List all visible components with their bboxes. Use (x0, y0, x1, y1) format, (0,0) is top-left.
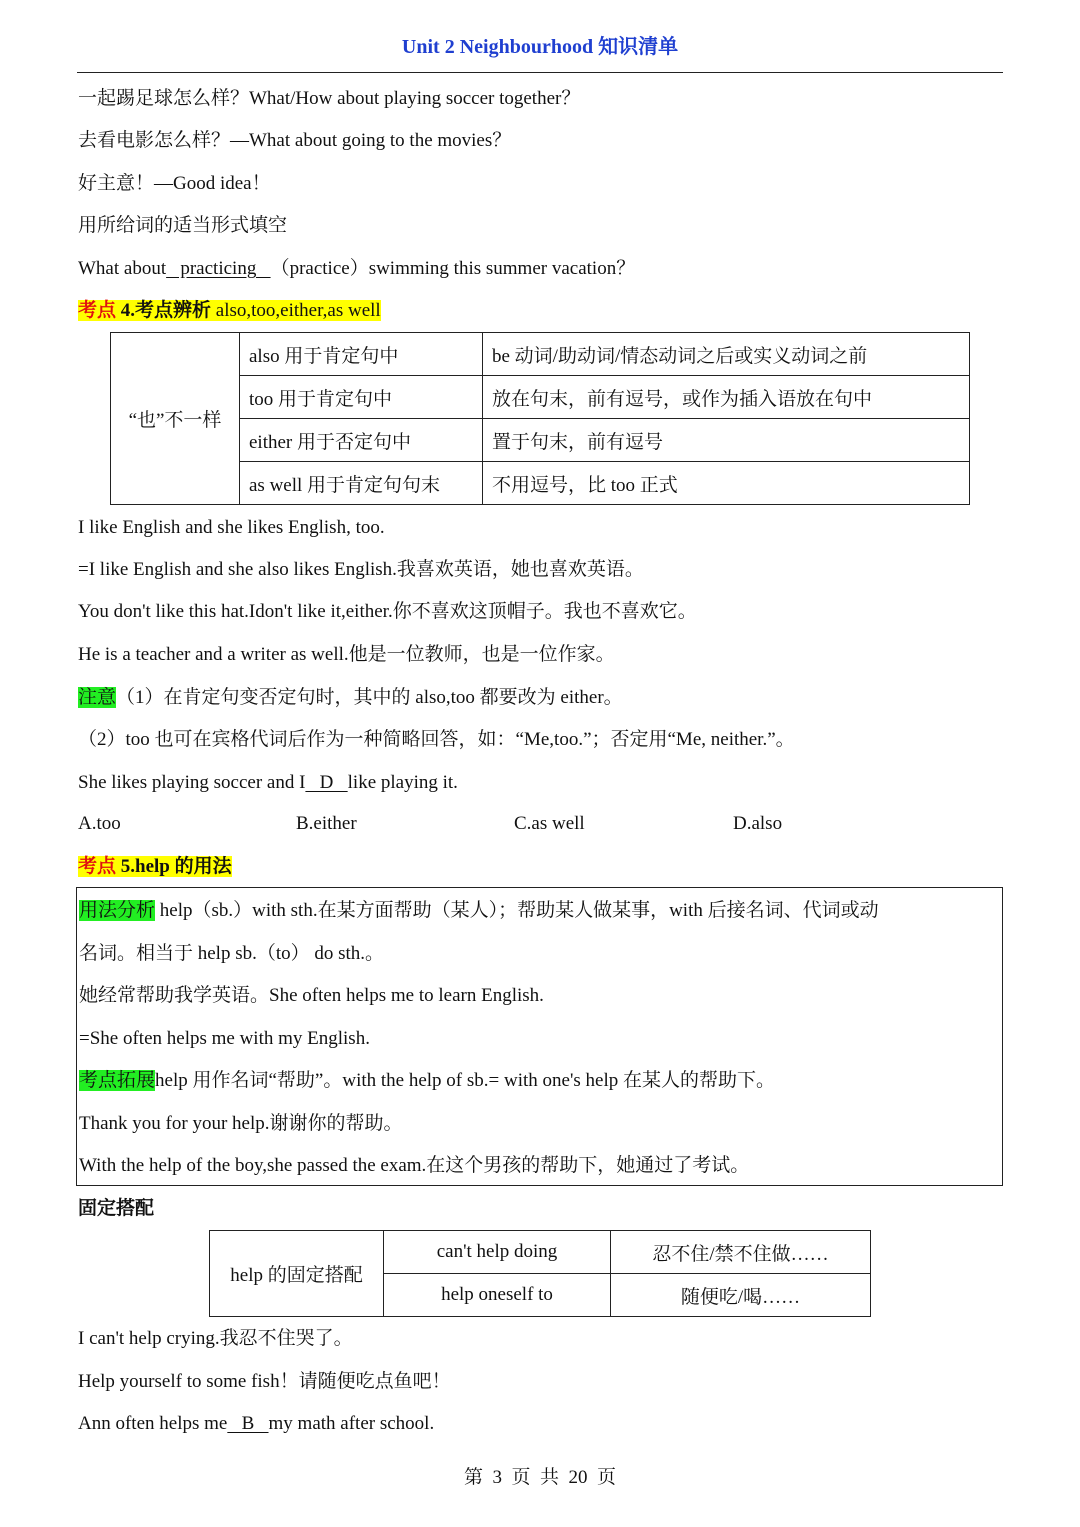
table-cell: also 用于肯定句中 (240, 333, 483, 376)
usage-label: 用法分析 (79, 900, 156, 921)
answer-blank: practicing (166, 258, 271, 279)
example-line: He is a teacher and a writer as well.他是一位教师，也是一位作家。 (78, 644, 615, 665)
question-text: like playing it. (347, 772, 458, 793)
table-row (111, 333, 970, 376)
table-cell: 随便吃/喝…… (611, 1274, 871, 1317)
table-merged-cell: “也”不一样 (111, 333, 240, 505)
table-cell: too 用于肯定句中 (240, 376, 483, 419)
fill-blank-question (78, 257, 635, 281)
example-line: =I like English and she also likes English.我喜欢英语，她也喜欢英语。 (78, 559, 644, 580)
example-line: Help yourself to some fish！请随便吃点鱼吧！ (78, 1371, 451, 1392)
choice-d: D.also (733, 813, 783, 834)
text-line: 一起踢足球怎么样？What/How about playing soccer together？ (78, 88, 581, 109)
table-cell: help oneself to (384, 1274, 611, 1317)
section-title: 5.help 的用法 (120, 856, 232, 877)
section-heading-4 (78, 299, 381, 323)
example-line: You don't like this hat.Idon't like it,either.你不喜欢这顶帽子。我也不喜欢它。 (78, 601, 697, 622)
table-row (111, 419, 970, 462)
answer-blank: D (305, 772, 348, 793)
note-line (78, 686, 623, 710)
example-line: =She often helps me with my English. (79, 1028, 370, 1049)
answer-blank: B (227, 1413, 269, 1434)
choice-b: B.either (296, 813, 357, 834)
extension-label: 考点拓展 (79, 1070, 156, 1091)
table-row (111, 462, 970, 505)
example-line: Thank you for your help.谢谢你的帮助。 (79, 1113, 403, 1134)
table-cell: 置于句末，前有逗号 (483, 419, 970, 462)
section-label: 考点 (78, 300, 117, 321)
usage-line: 名词。相当于 help sb.（to） do sth.。 (79, 943, 385, 964)
comparison-table (110, 332, 970, 505)
table-row (210, 1231, 871, 1274)
table-cell: 放在句末，前有逗号，或作为插入语放在句中 (483, 376, 970, 419)
section-subtitle: also,too,either,as well (211, 300, 381, 321)
choice-c: C.as well (514, 813, 585, 834)
table-merged-cell: help 的固定搭配 (210, 1231, 384, 1317)
page-footer: 第 3 页 共 20 页 (463, 1467, 616, 1488)
note-text: （1）在肯定句变否定句时，其中的 also,too 都要改为 either。 (116, 687, 623, 708)
fixed-phrases-heading: 固定搭配 (78, 1198, 155, 1219)
header-divider (77, 72, 1003, 73)
question-text: What about (78, 258, 167, 279)
table-cell: be 动词/助动词/情态动词之后或实义动词之前 (483, 333, 970, 376)
table-cell: can't help doing (384, 1231, 611, 1274)
example-line: I like English and she likes English, too. (78, 517, 385, 538)
usage-line (79, 899, 879, 923)
note-line: （2）too 也可在宾格代词后作为一种简略回答，如：“Me,too.”；否定用“Me, neither.”。 (78, 729, 795, 750)
question-text: Ann often helps me (78, 1413, 228, 1434)
extension-line (79, 1069, 775, 1093)
quiz-question (78, 1412, 434, 1436)
question-text: my math after school. (268, 1413, 435, 1434)
section-heading-5 (78, 855, 232, 879)
text-line: 用所给词的适当形式填空 (78, 215, 288, 236)
text-line: 去看电影怎么样？—What about going to the movies？ (78, 130, 512, 151)
text-line: 好主意！—Good idea！ (78, 173, 271, 194)
section-title: 4.考点辨析 (120, 300, 212, 321)
choice-a: A.too (78, 813, 121, 834)
example-line: I can't help crying.我忍不住哭了。 (78, 1328, 353, 1349)
fixed-phrases-table (209, 1230, 871, 1317)
usage-box (76, 887, 1003, 1186)
table-row (111, 376, 970, 419)
quiz-question (78, 771, 458, 795)
table-cell: 不用逗号，比 too 正式 (483, 462, 970, 505)
table-cell: 忍不住/禁不住做…… (611, 1231, 871, 1274)
note-label: 注意 (78, 687, 117, 708)
section-label: 考点 (78, 856, 117, 877)
usage-text: help（sb.）with sth.在某方面帮助（某人）；帮助某人做某事，with 后接名词、代词或动 (155, 900, 879, 921)
example-line: With the help of the boy,she passed the exam.在这个男孩的帮助下，她通过了考试。 (79, 1155, 750, 1176)
example-line: 她经常帮助我学英语。She often helps me to learn English. (79, 985, 544, 1006)
page-header-title: Unit 2 Neighbourhood 知识清单 (401, 36, 679, 58)
question-text: She likes playing soccer and I (78, 772, 306, 793)
table-cell: as well 用于肯定句句末 (240, 462, 483, 505)
extension-text: help 用作名词“帮助”。with the help of sb.= with one's help 在某人的帮助下。 (155, 1070, 775, 1091)
question-text: （practice）swimming this summer vacation？ (270, 258, 636, 279)
table-cell: either 用于否定句中 (240, 419, 483, 462)
